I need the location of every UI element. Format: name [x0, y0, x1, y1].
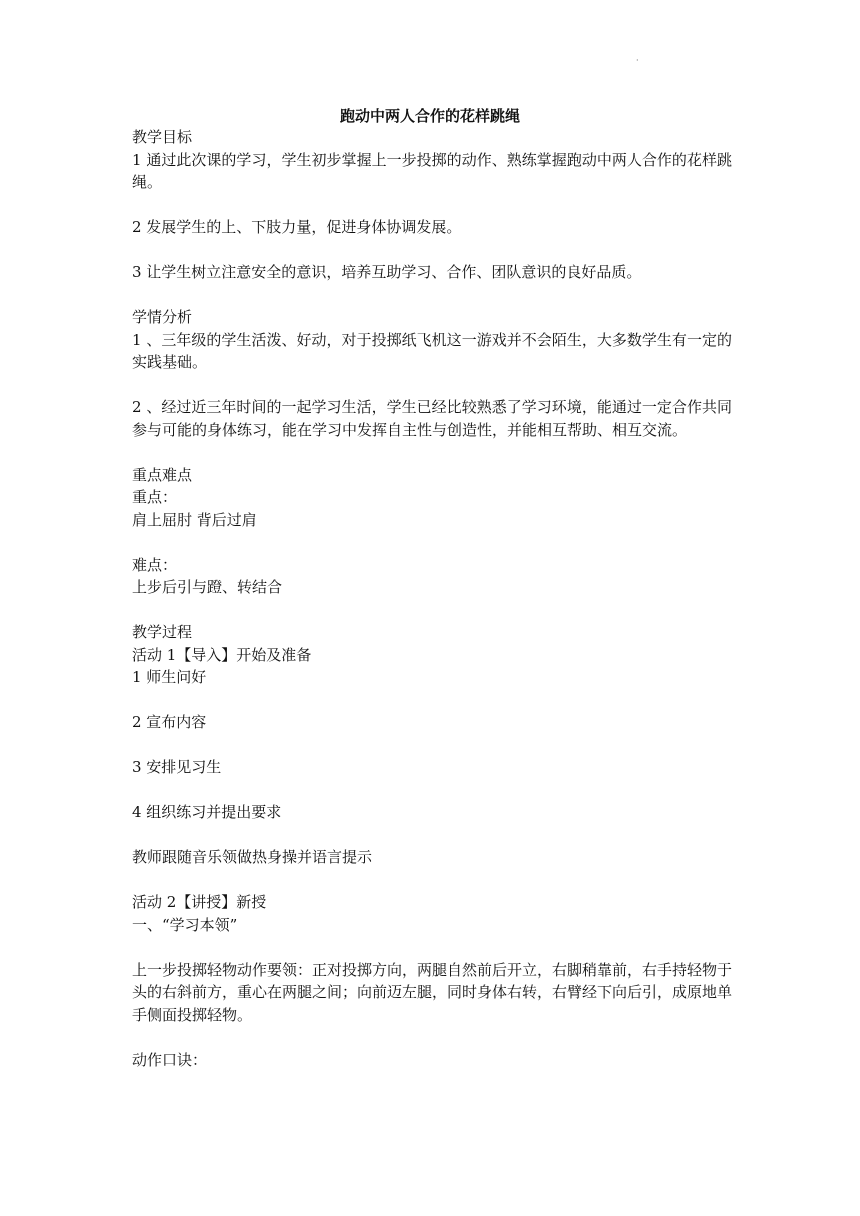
document-body: [132, 126, 732, 1071]
process-step-4: 4 组织练习并提出要求: [132, 803, 282, 821]
mnemonic-label: 动作口诀：: [132, 1050, 208, 1069]
objective-item-1: 1 通过此次课的学习，学生初步掌握上一步投掷的动作、熟练掌握跑动中两人合作的花样跳绳。: [132, 150, 732, 191]
activity-2-title: 活动 2【讲授】新授: [132, 893, 267, 911]
analysis-item-2: 2 、经过近三年时间的一起学习生活，学生已经比较熟悉了学习环境，能通过一定合作共同参与可能的身体练习，能在学习中发挥自主性与创造性，并能相互帮助、相互交流。: [132, 398, 732, 439]
process-step-3: 3 安排见习生: [132, 758, 222, 776]
difficulty-text: 上步后引与蹬、转结合: [132, 578, 283, 596]
objective-item-2: 2 发展学生的上、下肢力量，促进身体协调发展。: [132, 218, 462, 236]
activity-1-title: 活动 1【导入】开始及准备: [132, 645, 312, 664]
section-1-title: 一、“学习本领”: [132, 915, 238, 934]
process-step-2: 2 宣布内容: [132, 713, 207, 731]
warmup-text: 教师跟随音乐领做热身操并语言提示: [132, 848, 373, 866]
process-heading: 教学过程: [132, 623, 193, 641]
key-text: 肩上屈肘 背后过肩: [132, 510, 257, 529]
objectives-heading: 教学目标: [132, 128, 193, 146]
key-points-heading: 重点难点: [132, 465, 193, 484]
corner-mark: ·: [636, 56, 639, 65]
difficulty-label: 难点：: [132, 555, 178, 574]
analysis-heading: 学情分析: [132, 308, 193, 326]
analysis-item-1: 1 、三年级的学生活泼、好动，对于投掷纸飞机这一游戏并不会陌生，大多数学生有一定的实践基础。: [132, 330, 732, 371]
process-step-1: 1 师生问好: [132, 668, 207, 686]
key-label: 重点：: [132, 488, 178, 506]
essentials-text: 上一步投掷轻物动作要领：正对投掷方向，两腿自然前后开立，右脚稍靠前，右手持轻物于头的右斜前方，重心在两腿之间；向前迈左腿，同时身体右转，右臂经下向后引，成原地单手侧面投掷轻物。: [132, 960, 733, 1024]
document-title: 跑动中两人合作的花样跳绳: [339, 107, 520, 125]
objective-item-3: 3 让学生树立注意安全的意识，培养互助学习、合作、团队意识的良好品质。: [132, 263, 642, 281]
